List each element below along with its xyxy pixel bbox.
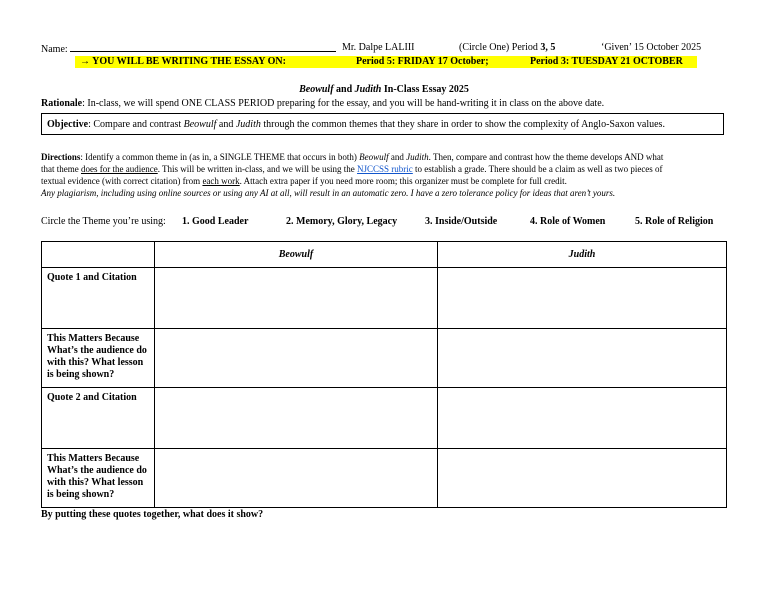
cell-judith-matters2[interactable] (438, 449, 727, 508)
theme-option-1[interactable]: 1. Good Leader (182, 216, 249, 227)
title-and: and (336, 84, 353, 95)
plagiarism-warning: Any plagiarism, including using online sources or using any AI at all, will result in an automatic zero. I have a zero tolerance policy for ideas that aren’t yours. (41, 188, 616, 198)
directions-underlined: each work (202, 176, 240, 186)
closing-question: By putting these quotes together, what does it show? (41, 509, 264, 520)
objective-text1: : Compare and contrast (88, 119, 184, 130)
objective-work2: Judith (235, 119, 261, 130)
theme-option-4[interactable]: 4. Role of Women (530, 216, 606, 227)
directions-text: textual evidence (with correct citation) from (41, 176, 203, 186)
directions-text: to establish a grade. There should be a claim as well as two pieces of (412, 164, 663, 174)
objective-text2: through the common themes that they share in order to show the complexity of Anglo-Saxon values. (260, 119, 665, 130)
title-rest: In-Class Essay 2025 (383, 84, 469, 95)
directions-text: that theme (41, 164, 81, 174)
row-label-matters2: This Matters Because What’s the audience do with this? What lesson is being shown? (42, 449, 155, 508)
row-label-quote1: Quote 1 and Citation (42, 268, 155, 329)
col-header-judith: Judith (438, 242, 727, 268)
name-line (41, 42, 336, 55)
objective-work1: Beowulf (183, 119, 217, 130)
directions-text: and (388, 152, 407, 162)
period-circle-label: (Circle One) Period (459, 42, 538, 53)
given-date: ‘Given’ 15 October 2025 (601, 42, 702, 53)
directions-line-1 (41, 151, 731, 163)
name-label: Name: (41, 44, 68, 55)
directions-label: Directions (41, 152, 81, 162)
cell-judith-quote1[interactable] (438, 268, 727, 329)
theme-option-5[interactable]: 5. Role of Religion (635, 216, 714, 227)
graphic-organizer (41, 241, 727, 508)
directions-work2: Judith (406, 152, 429, 162)
theme-prompt: Circle the Theme you’re using: (41, 216, 166, 227)
row-label-quote2: Quote 2 and Citation (42, 388, 155, 449)
period-options: 3, 5 (540, 42, 556, 53)
directions-text: . Then, compare and contrast how the theme develops AND what (428, 152, 664, 162)
objective-label: Objective (47, 119, 89, 130)
essay-banner-label: → YOU WILL BE WRITING THE ESSAY ON: (80, 56, 286, 67)
theme-option-2[interactable]: 2. Memory, Glory, Legacy (286, 216, 398, 227)
corner-cell (42, 242, 155, 268)
col-header-beowulf: Beowulf (155, 242, 438, 268)
rubric-link[interactable]: NJCCSS rubric (357, 164, 413, 174)
page-title (0, 84, 768, 95)
cell-beowulf-matters1[interactable] (155, 329, 438, 388)
title-work2: Judith (354, 84, 382, 95)
teacher-name: Mr. Dalpe LALIII (342, 42, 415, 53)
title-work1: Beowulf (299, 84, 334, 95)
cell-beowulf-quote1[interactable] (155, 268, 438, 329)
directions-underlined: does for the audience (81, 164, 158, 174)
row-label-matters1: This Matters Because What’s the audience do with this? What lesson is being shown? (42, 329, 155, 388)
period3-date: Period 3: TUESDAY 21 OCTOBER (530, 56, 683, 67)
directions-text: . Attach extra paper if you need more room; this organizer must be complete for full credit. (239, 176, 567, 186)
period5-date: Period 5: FRIDAY 17 October; (356, 56, 489, 67)
objective (47, 119, 665, 130)
cell-judith-quote2[interactable] (438, 388, 727, 449)
directions-line-2 (41, 163, 731, 175)
directions-work1: Beowulf (359, 152, 389, 162)
theme-option-3[interactable]: 3. Inside/Outside (425, 216, 498, 227)
period-selector (459, 42, 555, 53)
rationale-text: : In-class, we will spend ONE CLASS PERIOD preparing for the essay, and you will be hand-writing it in class on the above date. (82, 98, 605, 109)
objective-and: and (216, 119, 236, 130)
directions-line-3 (41, 175, 731, 187)
directions-text: : Identify a common theme in (as in, a SINGLE THEME that occurs in both) (80, 152, 360, 162)
directions-text: . This will be written in-class, and we will be using the (157, 164, 358, 174)
rationale (41, 98, 604, 109)
cell-judith-matters1[interactable] (438, 329, 727, 388)
cell-beowulf-quote2[interactable] (155, 388, 438, 449)
name-blank[interactable] (70, 42, 336, 52)
cell-beowulf-matters2[interactable] (155, 449, 438, 508)
rationale-label: Rationale (41, 98, 83, 109)
